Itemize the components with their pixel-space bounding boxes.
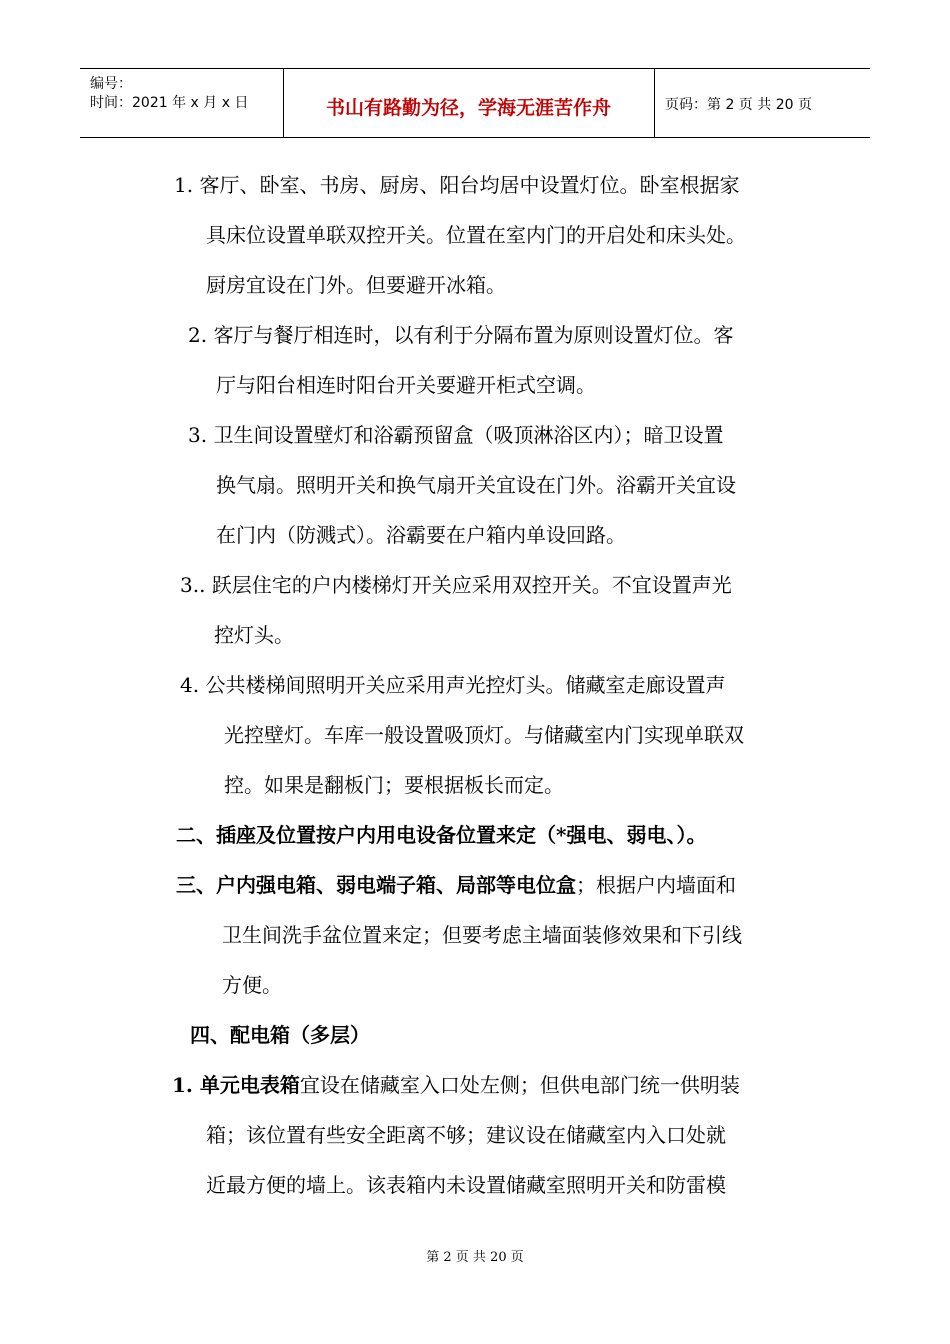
header-meta-cell	[80, 69, 284, 137]
paragraph-line: 箱；该位置有些安全距离不够；建议设在储藏室内入口处就	[206, 1123, 726, 1147]
header-motto: 书山有路勤为径，学海无涯苦作舟	[325, 97, 611, 119]
paragraph-line: 方便。	[222, 973, 282, 997]
subheading-bold: 1. 单元电表箱	[172, 1073, 300, 1097]
paragraph-line: 换气扇。照明开关和换气扇开关宜设在门外。浴霸开关宜设	[216, 473, 736, 497]
paragraph-line: 控。如果是翻板门；要根据板长而定。	[224, 773, 564, 797]
paragraph-line: 3. 卫生间设置壁灯和浴霸预留盒（吸顶淋浴区内）；暗卫设置	[188, 423, 724, 447]
page-footer: 第 2 页 共 20 页	[426, 1250, 524, 1265]
page-header	[80, 68, 870, 138]
section-heading: 四、配电箱（多层）	[190, 1023, 370, 1047]
section-heading: 二、插座及位置按户内用电设备位置来定（*强电、弱电、）。	[176, 823, 707, 847]
section-heading-rest: ；根据户内墙面和	[576, 873, 736, 897]
header-motto-cell	[283, 69, 655, 137]
paragraph-line: 1. 客厅、卧室、书房、厨房、阳台均居中设置灯位。卧室根据家	[174, 173, 740, 197]
document-number-label: 编号：	[90, 76, 132, 92]
paragraph-line: 在门内（防溅式）。浴霸要在户箱内单设回路。	[216, 523, 626, 547]
section-heading-line	[176, 872, 736, 898]
paragraph-line: 4. 公共楼梯间照明开关应采用声光控灯头。储藏室走廊设置声	[180, 673, 726, 697]
header-page-number: 页码：第 2 页 共 20 页	[665, 97, 812, 113]
section-subheading-line	[172, 1072, 740, 1098]
subheading-rest: 宜设在储藏室入口处左侧；但供电部门统一供明装	[299, 1073, 740, 1097]
paragraph-line: 2. 客厅与餐厅相连时，以有利于分隔布置为原则设置灯位。客	[188, 323, 734, 347]
paragraph-line: 厨房宜设在门外。但要避开冰箱。	[206, 273, 506, 297]
section-heading-bold: 三、户内强电箱、弱电端子箱、局部等电位盒	[176, 873, 576, 897]
paragraph-line: 控灯头。	[214, 623, 294, 647]
paragraph-line: 近最方便的墙上。该表箱内未设置储藏室照明开关和防雷模	[206, 1173, 726, 1197]
paragraph-line: 光控壁灯。车库一般设置吸顶灯。与储藏室内门实现单联双	[224, 723, 744, 747]
paragraph-line: 具床位设置单联双控开关。位置在室内门的开启处和床头处。	[206, 223, 746, 247]
paragraph-line: 厅与阳台相连时阳台开关要避开柜式空调。	[216, 373, 596, 397]
header-page-cell	[655, 69, 870, 137]
paragraph-line: 卫生间洗手盆位置来定；但要考虑主墙面装修效果和下引线	[222, 923, 742, 947]
paragraph-line: 3.. 跃层住宅的户内楼梯灯开关应采用双控开关。不宜设置声光	[180, 573, 732, 597]
document-time-label: 时间：2021 年 x 月 x 日	[90, 95, 249, 111]
